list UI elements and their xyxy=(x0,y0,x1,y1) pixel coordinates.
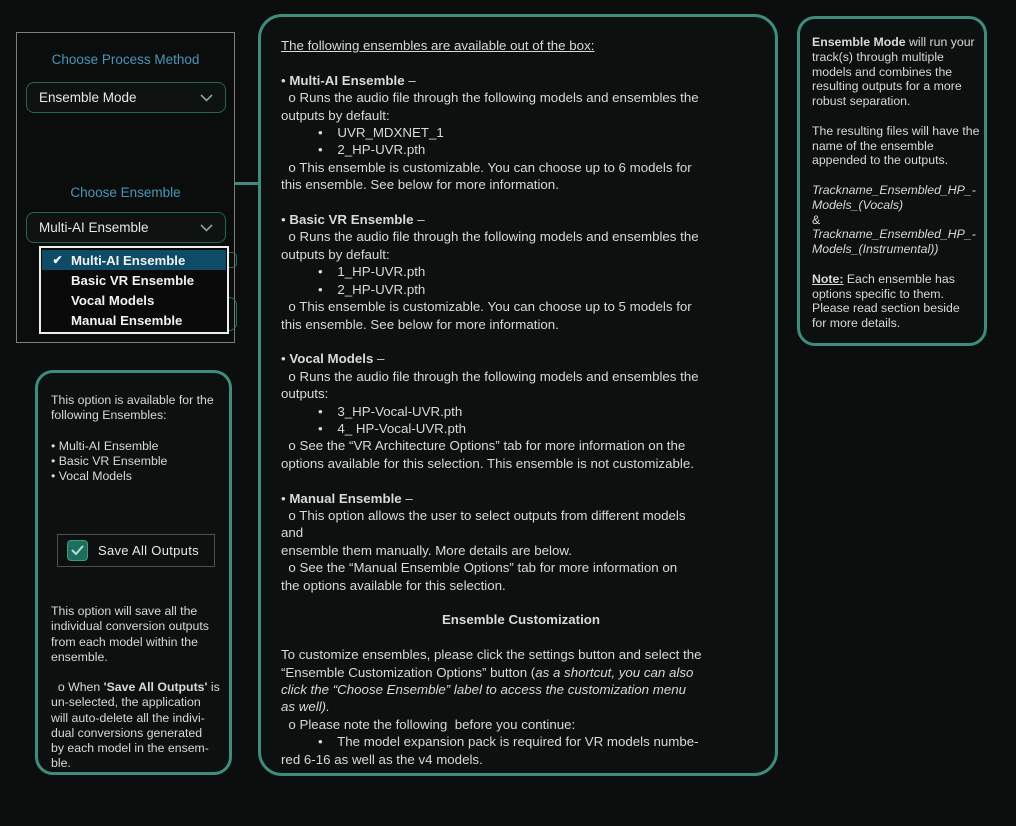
text-line: • Vocal Models xyxy=(51,469,132,484)
choose-ensemble-label[interactable]: Choose Ensemble xyxy=(70,185,181,200)
text-line xyxy=(281,54,761,71)
chevron-down-icon xyxy=(200,224,213,232)
dropdown-item-label: Manual Ensemble xyxy=(71,312,183,328)
text-line: outputs by default: xyxy=(281,246,390,262)
process-method-select[interactable] xyxy=(26,82,226,113)
save-all-outputs-panel xyxy=(35,370,232,775)
text-line: o This ensemble is customizable. You can choose up to 6 models for xyxy=(281,159,692,175)
text-line: will auto-delete all the indivi- xyxy=(51,710,205,725)
text-line: click the “Choose Ensemble” label to access the customization menu xyxy=(281,682,687,698)
text-line: Please read section beside xyxy=(812,301,960,316)
text-line: name of the ensemble xyxy=(812,138,934,153)
text-line: ensemble them manually. More details are below. xyxy=(281,542,572,558)
text-line: and xyxy=(281,525,304,541)
dropdown-item[interactable] xyxy=(42,290,226,310)
text-line: This option is available for the xyxy=(51,393,214,407)
text-line: individual conversion outputs xyxy=(51,619,209,634)
text-line: options available for this selection. This ensemble is not customizable. xyxy=(281,455,694,471)
text-line: o See the “Manual Ensemble Options” tab for more information on xyxy=(281,560,678,576)
text-line: o Please note the following before you continue: xyxy=(281,716,576,732)
text-line: • Basic VR Ensemble xyxy=(51,453,168,468)
text-line xyxy=(281,194,761,211)
text-line: outputs: xyxy=(281,386,329,402)
text-line: • Multi-AI Ensemble – xyxy=(281,72,416,88)
connector-line xyxy=(234,182,259,185)
text-line: & xyxy=(812,212,821,227)
text-line: Note: Each ensemble has xyxy=(812,271,955,286)
ensemble-dropdown-menu xyxy=(39,246,229,334)
text-line: this ensemble. See below for more information. xyxy=(281,316,559,332)
text-line xyxy=(812,257,976,272)
check-icon: ✔ xyxy=(52,253,63,267)
text-line: the options available for this selection. xyxy=(281,577,506,593)
text-line: This option will save all the xyxy=(51,604,198,619)
text-line xyxy=(281,594,761,611)
text-line: The resulting files will have the xyxy=(812,123,980,138)
text-line: • UVR_MDXNET_1 xyxy=(281,125,444,141)
text-line: from each model within the xyxy=(51,634,198,649)
text-line: following Ensembles: xyxy=(51,408,167,423)
text-line: o This option allows the user to select outputs from different models xyxy=(281,507,686,523)
text-line: resulting outputs for a more xyxy=(812,79,962,94)
dropdown-item[interactable] xyxy=(42,270,226,290)
text-line: models and combines the xyxy=(812,64,953,79)
text-line: ble. xyxy=(51,756,71,771)
text-line: options specific to them. xyxy=(812,286,944,301)
dropdown-item[interactable] xyxy=(42,310,226,330)
ensemble-select[interactable] xyxy=(26,212,226,243)
text-line: • 3_HP-Vocal-UVR.pth xyxy=(281,403,463,419)
text-line: • 2_HP-UVR.pth xyxy=(281,142,426,158)
text-line: Ensemble Customization xyxy=(441,612,601,628)
text-line: dual conversions generated xyxy=(51,725,203,740)
text-line: Models_(Vocals) xyxy=(812,197,904,212)
text-line: track(s) through multiple xyxy=(812,49,944,64)
save-panel-top-text xyxy=(51,393,221,484)
text-line: Trackname_Ensembled_HP_- xyxy=(812,227,976,242)
text-line: un-selected, the application xyxy=(51,695,201,710)
text-line xyxy=(281,333,761,350)
text-line: o Runs the audio file through the following models and ensembles the xyxy=(281,229,699,245)
text-line: this ensemble. See below for more information. xyxy=(281,177,559,193)
text-line: • Vocal Models – xyxy=(281,351,385,367)
text-line: • 2_HP-UVR.pth xyxy=(281,281,426,297)
text-line xyxy=(812,168,976,183)
text-line xyxy=(281,629,761,646)
text-line: To customize ensembles, please click the settings button and select the xyxy=(281,647,702,663)
text-line: Models_(Instrumental)) xyxy=(812,242,939,257)
text-line: for more details. xyxy=(812,316,901,331)
text-line: • Basic VR Ensemble – xyxy=(281,212,425,228)
text-line: • 4_ HP-Vocal-UVR.pth xyxy=(281,420,466,436)
dropdown-item[interactable] xyxy=(42,250,226,270)
text-line: • Multi-AI Ensemble xyxy=(51,438,159,453)
text-line: Trackname_Ensembled_HP_- xyxy=(812,182,976,197)
text-line: outputs by default: xyxy=(281,107,390,123)
text-line: o Runs the audio file through the following models and ensembles the xyxy=(281,90,699,106)
text-line: by each model in the ensem- xyxy=(51,741,209,756)
chevron-down-icon xyxy=(200,94,213,102)
save-all-outputs-checkbox[interactable] xyxy=(57,534,215,567)
ensemble-mode-info-panel xyxy=(797,16,987,346)
save-all-outputs-label: Save All Outputs xyxy=(98,543,199,559)
text-line: “Ensemble Customization Options” button (as a shortcut, you can also xyxy=(281,664,694,680)
text-line: • Manual Ensemble – xyxy=(281,490,413,506)
text-line: ensemble. xyxy=(51,649,108,664)
choose-process-method-label: Choose Process Method xyxy=(51,52,200,67)
text-line: o This ensemble is customizable. You can choose up to 5 models for xyxy=(281,299,692,315)
ensembles-doc-panel xyxy=(258,14,778,776)
text-line xyxy=(51,423,221,438)
checkbox-checked-icon xyxy=(67,540,88,561)
text-line: Ensemble Mode will run your xyxy=(812,35,975,49)
text-line: as well). xyxy=(281,699,330,715)
text-line: o When 'Save All Outputs' is xyxy=(51,680,220,695)
dropdown-item-label: Vocal Models xyxy=(71,292,155,308)
text-line: o See the “VR Architecture Options” tab for more information on the xyxy=(281,438,686,454)
ensemble-select-value: Multi-AI Ensemble xyxy=(39,220,149,235)
text-line: • The model expansion pack is required for VR models numbe- xyxy=(281,734,699,750)
text-line xyxy=(812,109,976,124)
text-line: robust separation. xyxy=(812,94,911,109)
text-line: o Runs the audio file through the following models and ensembles the xyxy=(281,368,699,384)
text-line: red 6-16 as well as the v4 models. xyxy=(281,751,483,767)
text-line xyxy=(281,472,761,489)
text-line: • 1_HP-UVR.pth xyxy=(281,264,426,280)
dropdown-item-label: Basic VR Ensemble xyxy=(71,272,195,288)
save-panel-bottom-text xyxy=(51,604,221,771)
text-line: appended to the outputs. xyxy=(812,153,949,168)
text-line xyxy=(51,665,221,680)
process-method-value: Ensemble Mode xyxy=(39,90,137,105)
text-line: The following ensembles are available out of the box: xyxy=(281,38,595,53)
dropdown-item-label: Multi-AI Ensemble xyxy=(71,252,186,268)
